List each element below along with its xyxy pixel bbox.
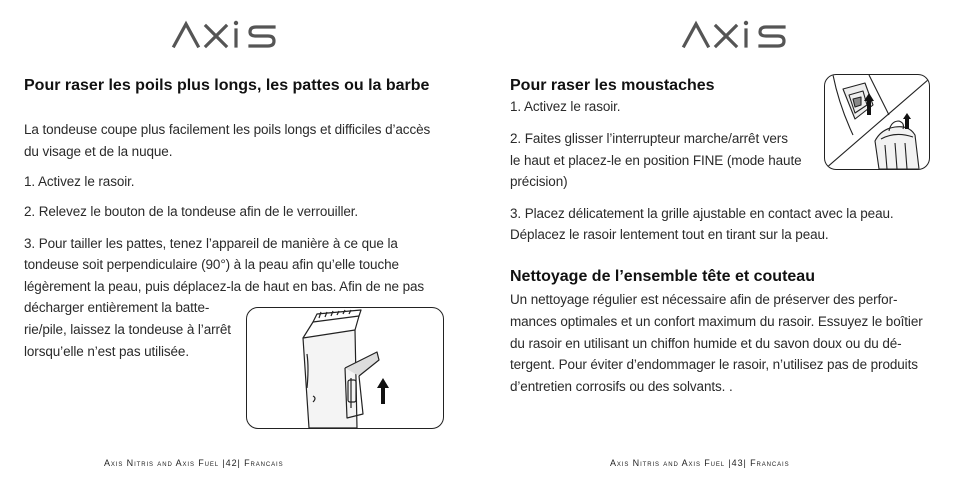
left-heading: Pour raser les poils plus longs, les pattes ou la barbe xyxy=(24,77,430,94)
right-heading-moustache: Pour raser les moustaches xyxy=(510,77,715,94)
right-footer: Axis Nitris and Axis Fuel |43| Francais xyxy=(610,458,790,468)
left-step-3-line-2: tondeuse soit perpendiculaire (90°) à la peau afin qu’elle touche xyxy=(24,257,399,272)
right-clean-line-5: d’entretien corrosifs ou des solvants. . xyxy=(510,379,733,394)
right-clean-line-4: tergent. Pour éviter d’endommager le rasoir, n’utilisez pas de produits xyxy=(510,357,918,372)
left-step-3-line-5: rie/pile, laissez la tondeuse à l’arrêt xyxy=(24,322,231,337)
left-step-3-line-3: légèrement la peau, puis déplacez-la de haut en bas. Afin de ne pas xyxy=(24,279,425,294)
left-step-3-line-6: lorsqu’elle n’est pas utilisée. xyxy=(24,344,189,359)
moustache-illustration xyxy=(824,74,930,170)
axis-logo xyxy=(170,18,280,50)
right-step-3-line-1: 3. Placez délicatement la grille ajustable en contact avec la peau. xyxy=(510,206,894,221)
switch-fine-icon xyxy=(825,75,929,169)
left-step-3-line-1: 3. Pour tailler les pattes, tenez l’appareil de manière à ce que la xyxy=(24,236,398,251)
right-clean-line-1: Un nettoyage régulier est nécessaire afin de préserver des perfor- xyxy=(510,292,898,307)
trimmer-raised-icon xyxy=(247,308,443,428)
axis-logo-right xyxy=(680,18,790,50)
right-clean-line-2: mances optimales et un confort maximum du rasoir. Essuyez le boîtier xyxy=(510,314,923,329)
trimmer-illustration xyxy=(246,307,444,429)
right-step-1: 1. Activez le rasoir. xyxy=(510,99,621,114)
left-intro: La tondeuse coupe plus facilement les poils longs et difficiles d’accès du visage et de la nuque. xyxy=(24,122,431,159)
right-clean-line-3: du rasoir en utilisant un chiffon humide et du savon doux ou du dé- xyxy=(510,336,902,351)
left-footer: Axis Nitris and Axis Fuel |42| Francais xyxy=(104,458,284,468)
right-step-3-line-2: Déplacez le rasoir lentement tout en tirant sur la peau. xyxy=(510,227,829,242)
right-step-2-line-3: précision) xyxy=(510,174,568,189)
left-step-3-line-4: décharger entièrement la batte- xyxy=(24,300,210,315)
right-step-2-line-1: 2. Faites glisser l’interrupteur marche/arrêt vers xyxy=(510,131,788,146)
right-step-2-line-2: le haut et placez-le en position FINE (mode haute xyxy=(510,153,802,168)
right-heading-cleaning: Nettoyage de l’ensemble tête et couteau xyxy=(510,268,815,285)
left-step-2: 2. Relevez le bouton de la tondeuse afin de le verrouiller. xyxy=(24,204,359,219)
left-step-1: 1. Activez le rasoir. xyxy=(24,174,135,189)
